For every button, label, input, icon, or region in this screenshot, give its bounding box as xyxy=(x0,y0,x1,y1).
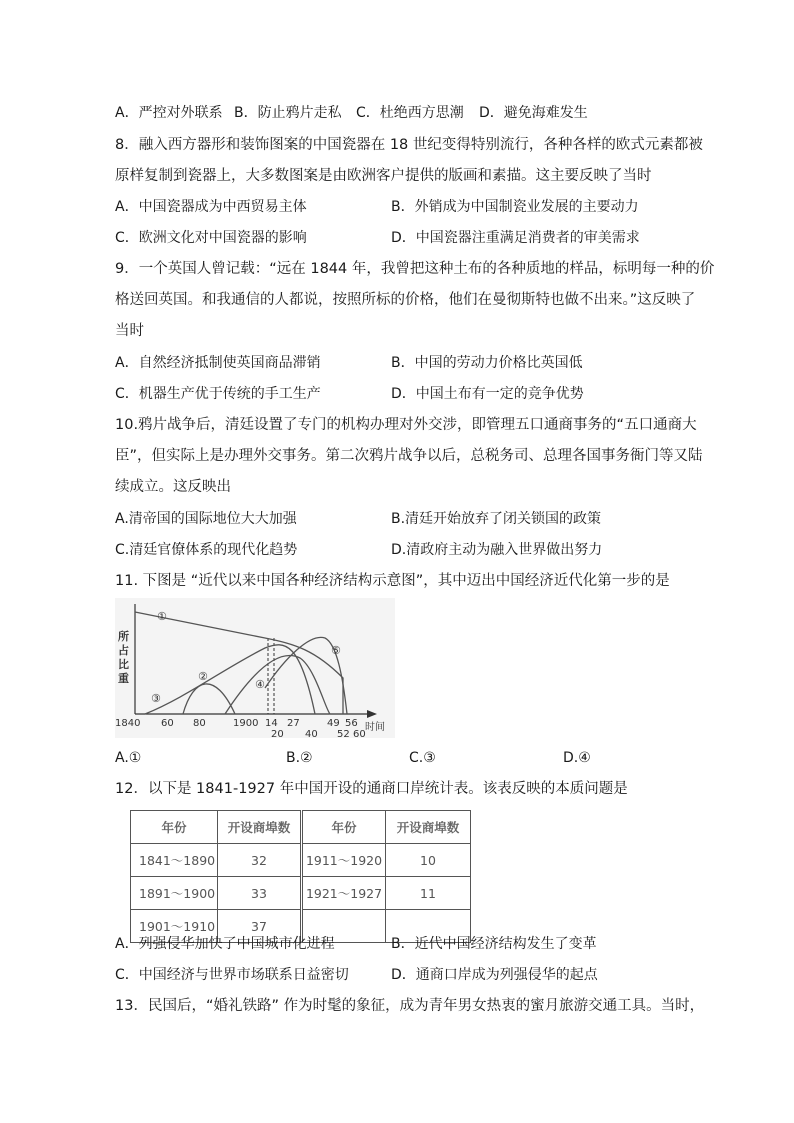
x-tick-label: 60 xyxy=(161,718,174,729)
q8-option-c: C．欧洲文化对中国瓷器的影响 xyxy=(115,230,307,246)
q11-option-c: C.③ xyxy=(409,750,436,766)
q10-stem-line-1: 10.鸦片战争后，清廷设置了专门的机构办理对外交涉，即管理五口通商事务的“五口通商大 xyxy=(115,417,697,433)
table-header: 年份 xyxy=(302,811,386,844)
table-cell: 32 xyxy=(218,844,302,877)
x-axis-label: 时间 xyxy=(365,722,385,733)
q10-option-b: B.清廷开始放弃了闭关锁国的政策 xyxy=(391,511,602,527)
table-header: 年份 xyxy=(131,811,218,844)
ylabel-char-3: 比 xyxy=(118,658,129,671)
x-tick-label: 1900 xyxy=(233,718,259,729)
q9-stem-line-1: 9．一个英国人曾记载：“远在 1844 年，我曾把这种土布的各种质地的样品，标明每一种的价 xyxy=(115,261,715,277)
q11-stem: 11. 下图是 “近代以来中国各种经济结构示意图”，其中迈出中国经济近代化第一步的是 xyxy=(115,573,670,589)
curve-label-1: ① xyxy=(157,610,167,623)
x-tick-label: 52 xyxy=(337,729,350,738)
q9-stem-line-2: 格送回英国。和我通信的人都说，按照所标的价格，他们在曼彻斯特也做不出来。”这反映了 xyxy=(115,292,696,308)
q11-option-b: B.② xyxy=(286,750,313,766)
q12-option-c: C．中国经济与世界市场联系日益密切 xyxy=(115,967,349,983)
q10-option-d: D.清政府主动为融入世界做出努力 xyxy=(391,542,603,558)
table-cell: 10 xyxy=(386,844,471,877)
table-header: 开设商埠数 xyxy=(218,811,302,844)
q9-option-c: C．机器生产优于传统的手工生产 xyxy=(115,386,321,402)
q8-option-a: A．中国瓷器成为中西贸易主体 xyxy=(115,199,307,215)
x-tick-label: 56 xyxy=(345,718,358,729)
x-tick-label: 27 xyxy=(287,718,300,729)
x-tick-label: 14 xyxy=(265,718,278,729)
q10-stem-line-2: 臣”，但实际上是办理外交事务。第二次鸦片战争以后，总税务司、总理各国事务衙门等又陆 xyxy=(115,448,703,464)
q10-option-c: C.清廷官僚体系的现代化趋势 xyxy=(115,542,298,558)
table-cell: 1921～1927 xyxy=(302,877,386,910)
q8-stem-line-1: 8．融入西方器形和装饰图案的中国瓷器在 18 世纪变得特别流行，各种各样的欧式元素都被 xyxy=(115,137,703,153)
x-tick-label: 80 xyxy=(193,718,206,729)
q8-option-d: D．中国瓷器注重满足消费者的审美需求 xyxy=(391,230,640,246)
q7-option-d: D．避免海难发生 xyxy=(479,105,588,121)
curve-label-3: ③ xyxy=(151,692,161,705)
q7-option-b: B．防止鸦片走私 xyxy=(234,105,342,121)
q12-option-a: A．列强侵华加快了中国城市化进程 xyxy=(115,936,335,952)
q8-option-b: B．外销成为中国制瓷业发展的主要动力 xyxy=(391,199,639,215)
table-cell: 33 xyxy=(218,877,302,910)
ylabel-char-4: 重 xyxy=(118,672,129,685)
table-header: 开设商埠数 xyxy=(386,811,471,844)
q9-option-d: D．中国土布有一定的竞争优势 xyxy=(391,386,584,402)
q13-stem: 13．民国后，“婚礼铁路” 作为时髦的象征，成为青年男女热衷的蜜月旅游交通工具。当时， xyxy=(115,998,705,1014)
q8-stem-line-2: 原样复制到瓷器上，大多数图案是由欧洲客户提供的版画和素描。这主要反映了当时 xyxy=(115,168,652,184)
q12-stem: 12．以下是 1841-1927 年中国开设的通商口岸统计表。该表反映的本质问题是 xyxy=(115,781,628,797)
q10-option-a: A.清帝国的国际地位大大加强 xyxy=(115,511,297,527)
x-tick-label: 1840 xyxy=(115,718,141,729)
curve-label-5: ⑤ xyxy=(331,644,341,657)
ports-table xyxy=(130,810,471,943)
q12-option-b: B．近代中国经济结构发生了变革 xyxy=(391,936,597,952)
x-tick-label: 20 xyxy=(271,729,284,738)
table-cell: 1891～1900 xyxy=(131,877,218,910)
q9-option-b: B．中国的劳动力价格比英国低 xyxy=(391,355,583,371)
q7-option-a: A．严控对外联系 xyxy=(115,105,223,121)
table-row xyxy=(131,877,471,910)
q7-option-c: C．杜绝西方思潮 xyxy=(356,105,464,121)
table-cell: 11 xyxy=(386,877,471,910)
table-cell: 1911～1920 xyxy=(302,844,386,877)
x-tick-label: 49 xyxy=(327,718,340,729)
q9-option-a: A．自然经济抵制使英国商品滞销 xyxy=(115,355,321,371)
q11-option-d: D.④ xyxy=(563,750,591,766)
table-row xyxy=(131,844,471,877)
economic-structure-chart xyxy=(115,598,395,738)
table-cell: 37 xyxy=(218,910,302,943)
curve-label-4: ④ xyxy=(255,678,265,691)
ylabel-char-2: 占 xyxy=(118,644,129,657)
ylabel-char-1: 所 xyxy=(118,630,129,643)
q9-stem-line-3: 当时 xyxy=(115,323,144,339)
table-header-row xyxy=(131,811,471,844)
table-cell: 1901～1910 xyxy=(131,910,218,943)
x-tick-label: 60 xyxy=(353,729,366,738)
q12-option-d: D．通商口岸成为列强侵华的起点 xyxy=(391,967,598,983)
x-tick-label: 40 xyxy=(305,729,318,738)
q11-option-a: A.① xyxy=(115,750,142,766)
curve-label-2: ② xyxy=(198,670,208,683)
q10-stem-line-3: 续成立。这反映出 xyxy=(115,479,231,495)
table-cell: 1841～1890 xyxy=(131,844,218,877)
